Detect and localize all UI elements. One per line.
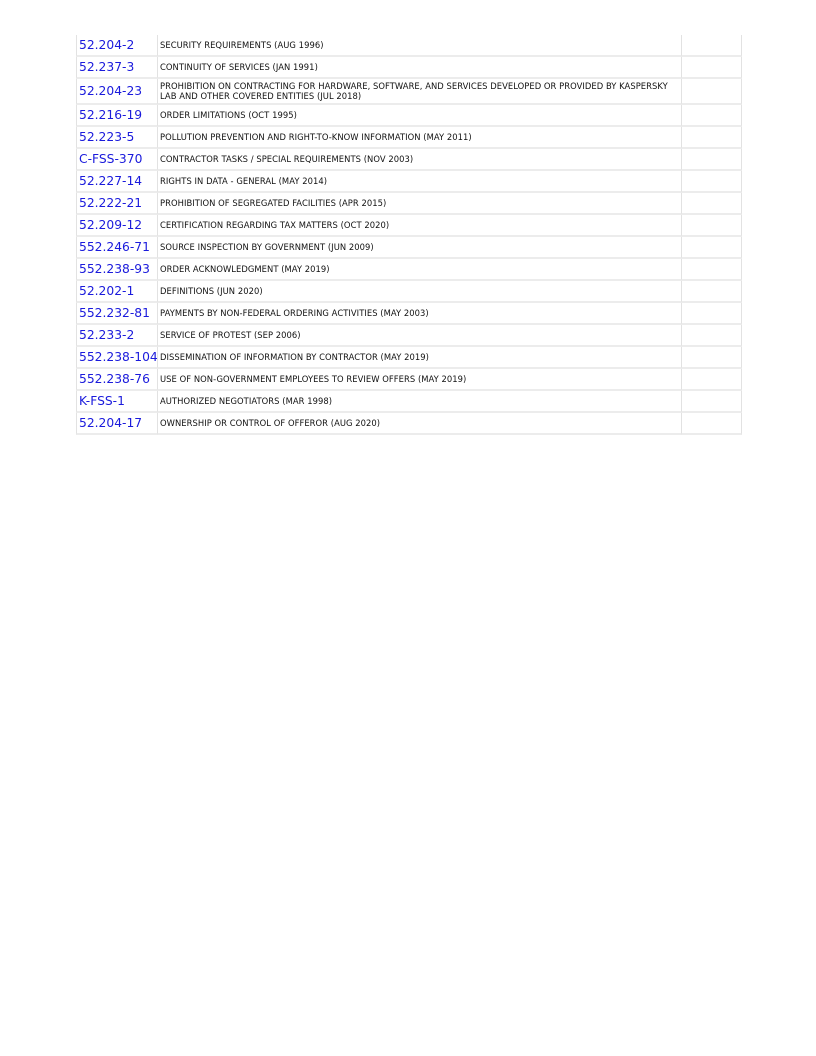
empty-cell [682,347,742,369]
clause-number-cell [76,171,158,193]
clause-title: CERTIFICATION REGARDING TAX MATTERS (OCT 2020) [158,215,682,237]
empty-cell [682,259,742,281]
clause-title: SERVICE OF PROTEST (SEP 2006) [158,325,682,347]
clause-number-cell [76,193,158,215]
clause-number-cell [76,369,158,391]
clause-number-cell [76,105,158,127]
clause-number-link[interactable]: C-FSS-370 [79,152,143,166]
clause-number-cell [76,237,158,259]
clause-title: AUTHORIZED NEGOTIATORS (MAR 1998) [158,391,682,413]
table-row [76,57,742,79]
clause-number-link[interactable]: 52.237-3 [79,60,135,74]
empty-cell [682,35,742,57]
clause-title: PROHIBITION ON CONTRACTING FOR HARDWARE, SOFTWARE, AND SERVICES DEVELOPED OR PROVIDED BY KASPERSKY LAB AND OTHER COVERED ENTITIES (JUL 2018) [158,79,682,105]
table-row [76,237,742,259]
clause-number-cell [76,303,158,325]
clause-title: PAYMENTS BY NON-FEDERAL ORDERING ACTIVITIES (MAY 2003) [158,303,682,325]
clause-number-link[interactable]: 52.202-1 [79,284,135,298]
clause-title: CONTRACTOR TASKS / SPECIAL REQUIREMENTS (NOV 2003) [158,149,682,171]
table-row [76,391,742,413]
clause-number-link[interactable]: 552.238-76 [79,372,150,386]
empty-cell [682,149,742,171]
clause-title: DEFINITIONS (JUN 2020) [158,281,682,303]
empty-cell [682,127,742,149]
clause-number-link[interactable]: 52.216-19 [79,108,143,122]
clause-number-link[interactable]: 52.204-17 [79,416,143,430]
empty-cell [682,193,742,215]
empty-cell [682,105,742,127]
clause-title: ORDER ACKNOWLEDGMENT (MAY 2019) [158,259,682,281]
empty-cell [682,171,742,193]
clause-number-link[interactable]: 552.238-93 [79,262,150,276]
clause-number-link[interactable]: 552.246-71 [79,240,150,254]
table-row [76,281,742,303]
clause-number-cell [76,57,158,79]
clause-title: OWNERSHIP OR CONTROL OF OFFEROR (AUG 2020) [158,413,682,435]
empty-cell [682,325,742,347]
clause-number-cell [76,413,158,435]
clause-number-link[interactable]: 552.238-104 [79,350,158,364]
clause-title: DISSEMINATION OF INFORMATION BY CONTRACTOR (MAY 2019) [158,347,682,369]
clause-title: CONTINUITY OF SERVICES (JAN 1991) [158,57,682,79]
table-row [76,105,742,127]
clause-number-cell [76,391,158,413]
table-row [76,79,742,105]
clause-number-cell [76,215,158,237]
empty-cell [682,57,742,79]
clause-number-link[interactable]: 52.227-14 [79,174,143,188]
empty-cell [682,237,742,259]
table-row [76,127,742,149]
table-row [76,413,742,435]
clause-title: RIGHTS IN DATA - GENERAL (MAY 2014) [158,171,682,193]
table-row [76,259,742,281]
table-row [76,171,742,193]
empty-cell [682,215,742,237]
clause-title: ORDER LIMITATIONS (OCT 1995) [158,105,682,127]
clause-number-cell [76,35,158,57]
empty-cell [682,369,742,391]
table-row [76,35,742,57]
clause-number-cell [76,259,158,281]
clause-number-link[interactable]: 52.204-2 [79,38,135,52]
table-row [76,215,742,237]
empty-cell [682,303,742,325]
clause-title: SECURITY REQUIREMENTS (AUG 1996) [158,35,682,57]
empty-cell [682,391,742,413]
clause-number-link[interactable]: 52.209-12 [79,218,143,232]
clause-title: POLLUTION PREVENTION AND RIGHT-TO-KNOW INFORMATION (MAY 2011) [158,127,682,149]
clause-number-link[interactable]: 52.233-2 [79,328,135,342]
table-row [76,347,742,369]
clause-number-cell [76,325,158,347]
clause-table [76,35,742,435]
empty-cell [682,281,742,303]
clause-number-cell [76,149,158,171]
empty-cell [682,413,742,435]
clause-number-link[interactable]: K-FSS-1 [79,394,125,408]
clause-number-cell [76,281,158,303]
clause-number-link[interactable]: 52.222-21 [79,196,143,210]
clause-number-link[interactable]: 52.204-23 [79,84,143,98]
clause-title: USE OF NON-GOVERNMENT EMPLOYEES TO REVIEW OFFERS (MAY 2019) [158,369,682,391]
clause-number-link[interactable]: 552.232-81 [79,306,150,320]
empty-cell [682,79,742,105]
table-row [76,149,742,171]
table-row [76,193,742,215]
clause-number-cell [76,127,158,149]
clause-title: SOURCE INSPECTION BY GOVERNMENT (JUN 2009) [158,237,682,259]
clause-number-cell [76,79,158,105]
table-row [76,369,742,391]
table-row [76,303,742,325]
clause-number-link[interactable]: 52.223-5 [79,130,135,144]
clause-number-cell [76,347,158,369]
table-row [76,325,742,347]
clause-title: PROHIBITION OF SEGREGATED FACILITIES (APR 2015) [158,193,682,215]
